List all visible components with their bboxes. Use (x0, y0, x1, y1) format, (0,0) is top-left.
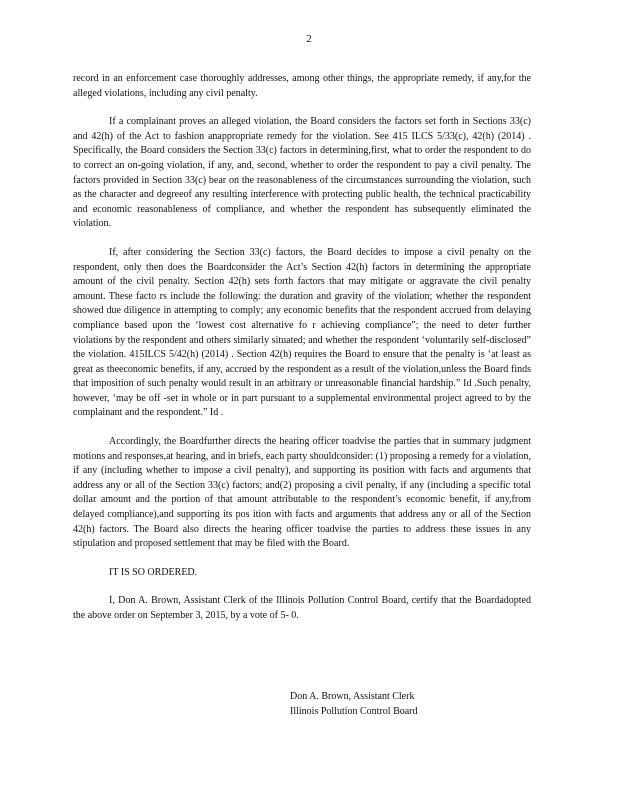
document-body (73, 72, 531, 638)
order-statement: IT IS SO ORDERED. (109, 566, 198, 578)
paragraph-remedy-factors: If a complainant proves an alleged violation, the Board considers the factors set forth in Sections 33(c) and 42(h) of the Act to fashion anappropriate remedy for the violation. See 415 ILCS 5/33(c), 42(h) (2014) . Specifically, the Board considers the Section 33(c) factors in determining,first, what to order the respondent to do to correct an on-going violation, if any, and, second, whether to order the respondent to pay a civil penalty. The factors provided in Section 33(c) bear on the reasonableness of the circumstances surrounding the violation, such as the character and degreeof any resulting interference with protecting public health, the technical practicability and economic reasonableness of compliance, and whether the respondent has subsequently eliminated the violation. (73, 116, 531, 230)
page-number: 2 (306, 33, 312, 45)
paragraph-hearing-officer-directive: Accordingly, the Boardfurther directs the hearing officer toadvise the parties that in summary judgment motions and responses,at hearing, and in briefs, each party shouldconsider: (1) proposing a remedy for a violation, if any (including whether to impose a civil penalty), and supporting its position with facts and arguments that address any or all of the Section 33(c) factors; and(2) proposing a civil penalty, if any (including a specific total dollar amount and the portion of that amount attributable to the respondent’s economic benefit, if any,from delayed compliance),and supporting its pos ition with facts and arguments that address any or all of the Section 42(h) factors. The Board also directs the hearing officer toadvise the parties to address these issues in any stipulation and proposed settlement that may be filed with the Board. (73, 436, 531, 550)
paragraph-continuation: record in an enforcement case thoroughly addresses, among other things, the appropriate remedy, if any,for the alleged violations, including any civil penalty. (73, 73, 531, 99)
signature-block (290, 690, 418, 719)
signature-name-title: Don A. Brown, Assistant Clerk (290, 691, 415, 702)
paragraph-civil-penalty-factors: If, after considering the Section 33(c) factors, the Board decides to impose a civil penalty on the respondent, only then does the Boardconsider the Act’s Section 42(h) factors in determining the appropriate amount of the civil penalty. Section 42(h) sets forth factors that may mitigate or aggravate the civil penalty amount. These facto rs include the following: the duration and gravity of the violation; whether the respondent showed due diligence in attempting to comply; any economic benefits that the respondent accrued from delaying compliance based upon the ‘lowest cost alternative fo r achieving compliance”; the need to deter further violations by the respondent and others similarly situated; and whether the respondent ‘voluntarily self-disclosed” the violation. 415ILCS 5/42(h) (2014) . Section 42(h) requires the Board to ensure that the penalty is ‘at least as great as theeconomic benefits, if any, accrued by the respondent as a result of the violation,unless the Board finds that imposition of such penalty would result in an arbitrary or unreasonable financial hardship.” Id .Such penalty, however, ‘may be off -set in whole or in part pursuant to a supplemental environmental project agreed to by the complainant and the respondent.” Id . (73, 246, 531, 419)
certification-paragraph: I, Don A. Brown, Assistant Clerk of the Illinois Pollution Control Board, certify that the Boardadopted the above order on September 3, 2015, by a vote of 5- 0. (73, 595, 531, 621)
signature-organization: Illinois Pollution Control Board (290, 705, 418, 717)
